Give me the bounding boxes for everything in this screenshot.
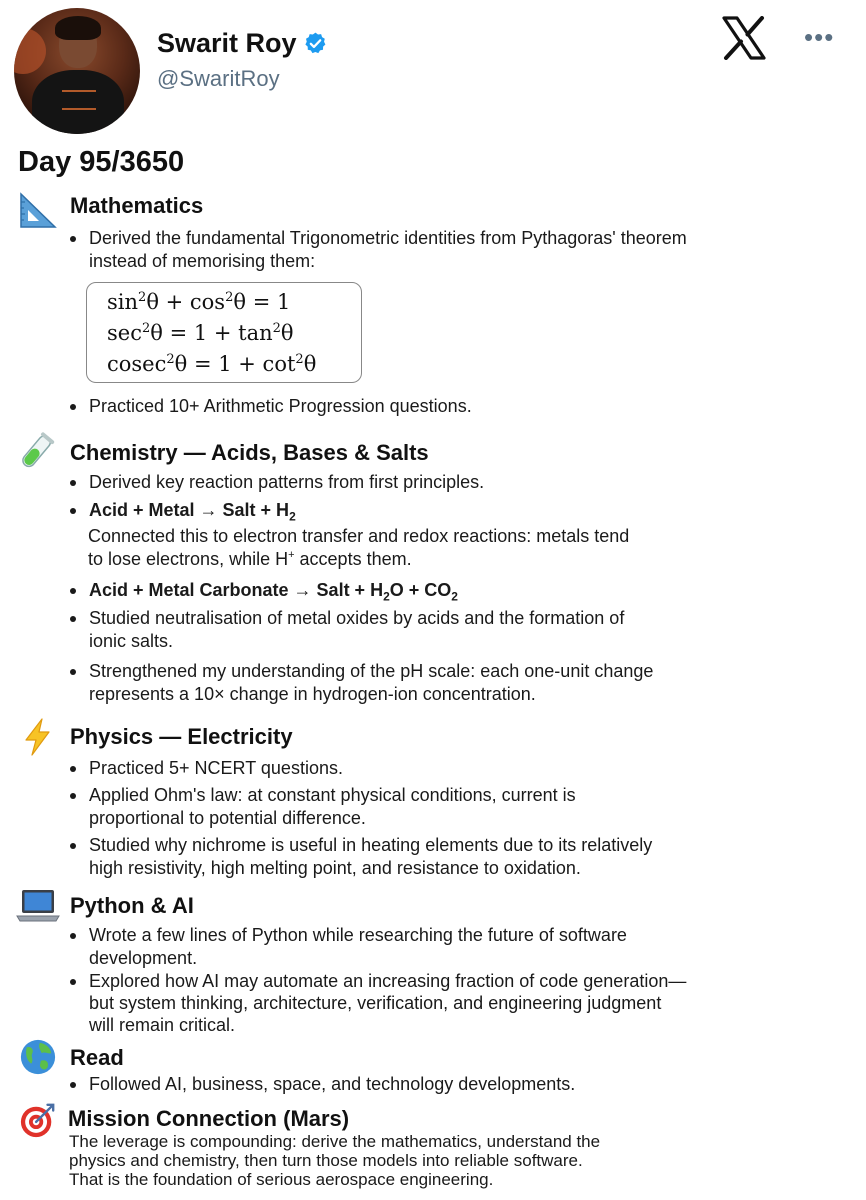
bullet-text: development. xyxy=(89,948,198,968)
bullet-text: Wrote a few lines of Python while researching the future of software xyxy=(89,925,627,945)
list-item xyxy=(70,227,770,273)
bullet-text: Applied Ohm's law: at constant physical conditions, current is xyxy=(89,785,576,805)
section-title-physics: Physics — Electricity xyxy=(70,724,293,749)
list-item xyxy=(70,757,770,780)
list-item xyxy=(70,784,770,830)
list-item xyxy=(70,834,770,880)
list-item xyxy=(70,607,770,653)
verified-badge-icon xyxy=(303,31,328,56)
bullet-dot xyxy=(70,236,76,242)
bullet-dot xyxy=(70,588,76,594)
globe-icon xyxy=(19,1038,57,1076)
section-title-python-ai: Python & AI xyxy=(70,893,194,918)
bullet-text: proportional to potential difference. xyxy=(89,808,366,828)
avatar-shirt-print xyxy=(62,90,96,110)
bullet-dot xyxy=(70,766,76,772)
post-header xyxy=(0,0,866,140)
formula-box xyxy=(86,282,362,383)
bullet-text: represents a 10× change in hydrogen-ion concentration. xyxy=(89,684,536,704)
bullet-dot xyxy=(70,669,76,675)
avatar-hair-shape xyxy=(55,16,101,40)
list-item xyxy=(70,970,770,1036)
bullet-dot xyxy=(70,508,76,514)
list-item xyxy=(70,924,770,970)
bullet-text: ionic salts. xyxy=(89,631,174,651)
list-item xyxy=(70,395,770,418)
bullet-text: but system thinking, architecture, verification, and engineering judgment xyxy=(89,993,662,1013)
list-item xyxy=(70,471,770,494)
bullet-dot xyxy=(70,404,76,410)
bullet-text: Practiced 5+ NCERT questions. xyxy=(89,758,343,778)
bullet-text: high resistivity, high melting point, and resistance to oxidation. xyxy=(89,858,581,878)
list-item xyxy=(70,579,770,602)
formula-line: $cosec^2\theta = 1 + \cot^2\theta$ xyxy=(107,352,317,376)
section-title-read: Read xyxy=(70,1045,124,1070)
bullet-text: will remain critical. xyxy=(89,1015,236,1035)
bullet-text: Acid + Metal Carbonate → Salt + $H_2O + CO_2$ xyxy=(89,580,458,604)
chemistry-note: Connected this to electron transfer and redox reactions: metals tend to lose electrons, while H+ accepts them. xyxy=(88,526,630,569)
triangle-ruler-icon xyxy=(18,190,58,230)
lightning-icon xyxy=(18,717,58,757)
laptop-icon xyxy=(16,885,60,925)
bullet-dot xyxy=(70,979,76,985)
bullet-text: Explored how AI may automate an increasing fraction of code generation— xyxy=(89,971,687,991)
avatar-planet-shape xyxy=(14,28,46,74)
bullet-dot xyxy=(70,933,76,939)
target-icon xyxy=(19,1101,57,1139)
bullet-text: instead of memorising them: xyxy=(89,251,316,271)
day-heading: Day 95/3650 xyxy=(18,146,185,178)
bullet-dot xyxy=(70,793,76,799)
bullet-text: Derived key reaction patterns from first principles. xyxy=(89,472,485,492)
list-item xyxy=(70,1073,770,1096)
mission-paragraph: The leverage is compounding: derive the mathematics, understand the physics and chemistry, then turn those models into reliable software. That is the foundation of serious aerospace engineering. xyxy=(69,1132,601,1189)
section-title-chemistry: Chemistry — Acids, Bases & Salts xyxy=(70,440,429,465)
x-logo-icon[interactable] xyxy=(721,16,767,60)
formula-line: $\sec^2\theta = 1 + \tan^2\theta$ xyxy=(107,321,294,345)
bullet-dot xyxy=(70,843,76,849)
display-name[interactable]: Swarit Roy xyxy=(157,28,297,58)
bullet-text: Practiced 10+ Arithmetic Progression questions. xyxy=(89,396,472,416)
avatar[interactable] xyxy=(14,8,140,134)
bullet-text: Studied neutralisation of metal oxides by acids and the formation of xyxy=(89,608,625,628)
test-tube-icon xyxy=(16,432,56,472)
bullet-dot xyxy=(70,616,76,622)
bullet-text: Followed AI, business, space, and technology developments. xyxy=(89,1074,576,1094)
more-options-icon[interactable]: ••• xyxy=(804,22,835,52)
bullet-dot xyxy=(70,480,76,486)
user-handle[interactable]: @SwaritRoy xyxy=(157,66,280,91)
section-title-mathematics: Mathematics xyxy=(70,193,204,218)
formula-line: $\sin^2\theta + \cos^2\theta = 1$ xyxy=(107,290,291,314)
bullet-text: Studied why nichrome is useful in heating elements due to its relatively xyxy=(89,835,653,855)
section-title-mission: Mission Connection (Mars) xyxy=(68,1106,350,1131)
list-item xyxy=(70,499,770,522)
list-item xyxy=(70,660,770,706)
bullet-dot xyxy=(70,1082,76,1088)
bullet-text: Derived the fundamental Trigonometric identities from Pythagoras' theorem xyxy=(89,228,687,248)
bullet-text: Strengthened my understanding of the pH scale: each one-unit change xyxy=(89,661,654,681)
bullet-text: Acid + Metal → Salt + $H_2$ xyxy=(89,500,296,524)
